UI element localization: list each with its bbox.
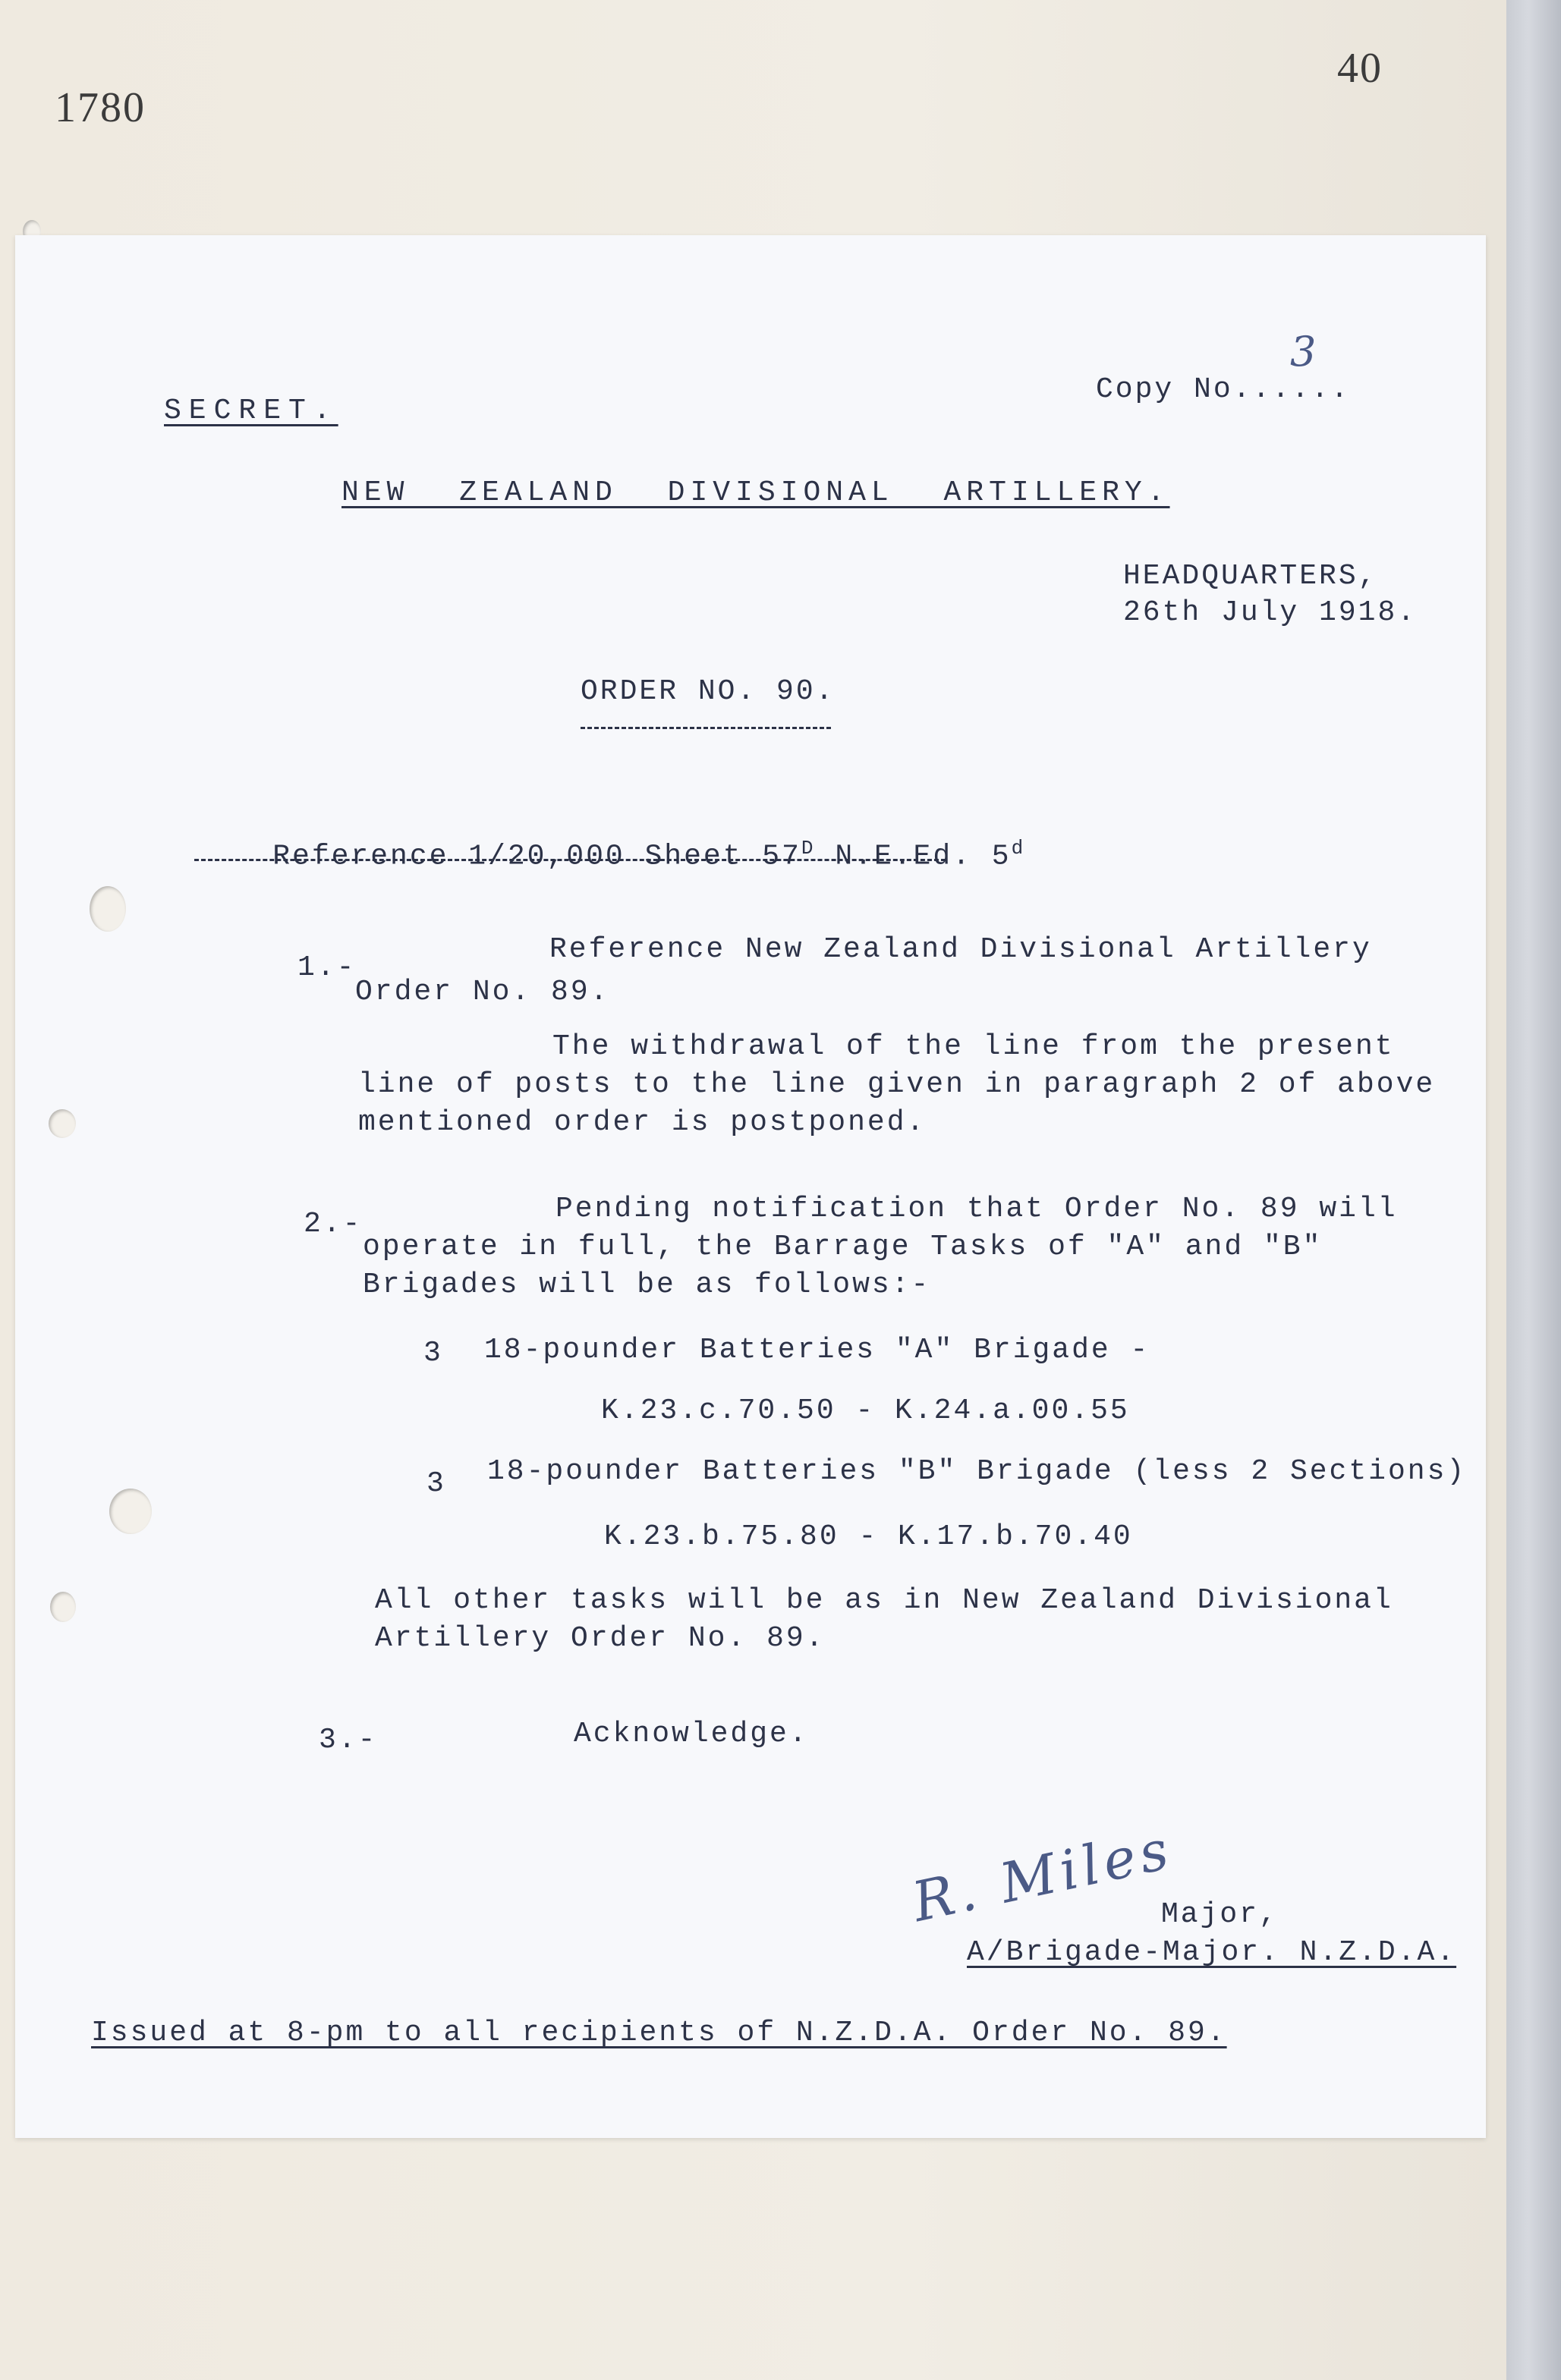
punch-hole <box>49 1109 76 1138</box>
para-1-line-3: The withdrawal of the line from the present <box>552 1030 1395 1063</box>
signature-title: A/Brigade-Major. N.Z.D.A. <box>967 1936 1457 1969</box>
folio-number-left: 1780 <box>55 84 146 131</box>
para-1-number: 1.- <box>297 951 357 984</box>
punch-hole <box>50 1592 76 1622</box>
para-1-line-4: line of posts to the line given in paragraph 2 of above <box>358 1068 1436 1101</box>
para-2-line-1: Pending notification that Order No. 89 will <box>555 1193 1398 1225</box>
reference-line <box>194 804 1025 906</box>
para-2-closing-1: All other tasks will be as in New Zealand Divisional <box>375 1584 1393 1617</box>
para-1-line-1: Reference New Zealand Divisional Artillery <box>549 933 1372 966</box>
document-sheet <box>15 235 1486 2138</box>
punch-hole <box>90 886 126 932</box>
para-1-line-5: mentioned order is postponed. <box>358 1106 927 1139</box>
para-3-number: 3.- <box>319 1724 378 1756</box>
unit-heading: NEW ZEALAND DIVISIONAL ARTILLERY. <box>341 476 1170 509</box>
para-2-line-2: operate in full, the Barrage Tasks of "A" and "B" <box>363 1231 1323 1263</box>
task-2-desc: 18-pounder Batteries "B" Brigade (less 2 Sections) <box>487 1455 1467 1488</box>
task-1-desc: 18-pounder Batteries "A" Brigade - <box>484 1334 1150 1366</box>
para-2-closing-2: Artillery Order No. 89. <box>375 1622 826 1655</box>
folder-edge <box>1506 0 1561 2380</box>
reference-mid: N.E.Ed. 5 <box>815 840 1012 873</box>
issued-line: Issued at 8-pm to all recipients of N.Z.D.A. Order No. 89. <box>91 2017 1227 2049</box>
signature-rank: Major, <box>1161 1898 1279 1931</box>
signature-handwritten: R. Miles <box>907 1816 1179 1935</box>
reference-main: Reference 1/20,000 Sheet 57 <box>272 840 801 873</box>
copy-label: Copy No...... <box>1096 373 1351 406</box>
reference-underline <box>194 859 946 861</box>
folio-number-right: 40 <box>1337 45 1383 92</box>
para-3-line-1: Acknowledge. <box>574 1718 809 1750</box>
task-1-count: 3 <box>423 1337 443 1369</box>
punch-hole <box>109 1489 152 1534</box>
classification: SECRET. <box>164 395 338 427</box>
para-2-number: 2.- <box>304 1208 363 1240</box>
order-title-underline <box>581 727 831 729</box>
task-1-coords: K.23.c.70.50 - K.24.a.00.55 <box>601 1394 1130 1427</box>
task-2-count: 3 <box>426 1467 446 1500</box>
para-1-line-2: Order No. 89. <box>355 976 610 1008</box>
para-2-line-3: Brigades will be as follows:- <box>363 1269 931 1301</box>
hq-date: 26th July 1918. <box>1123 596 1418 629</box>
order-title: ORDER NO. 90. <box>581 675 836 708</box>
task-2-coords: K.23.b.75.80 - K.17.b.70.40 <box>604 1520 1133 1553</box>
reference-sup-1: D <box>801 837 816 860</box>
copy-number: 3 <box>1290 328 1317 376</box>
reference-sup-2: d <box>1011 837 1026 860</box>
hq-location: HEADQUARTERS, <box>1123 560 1378 593</box>
